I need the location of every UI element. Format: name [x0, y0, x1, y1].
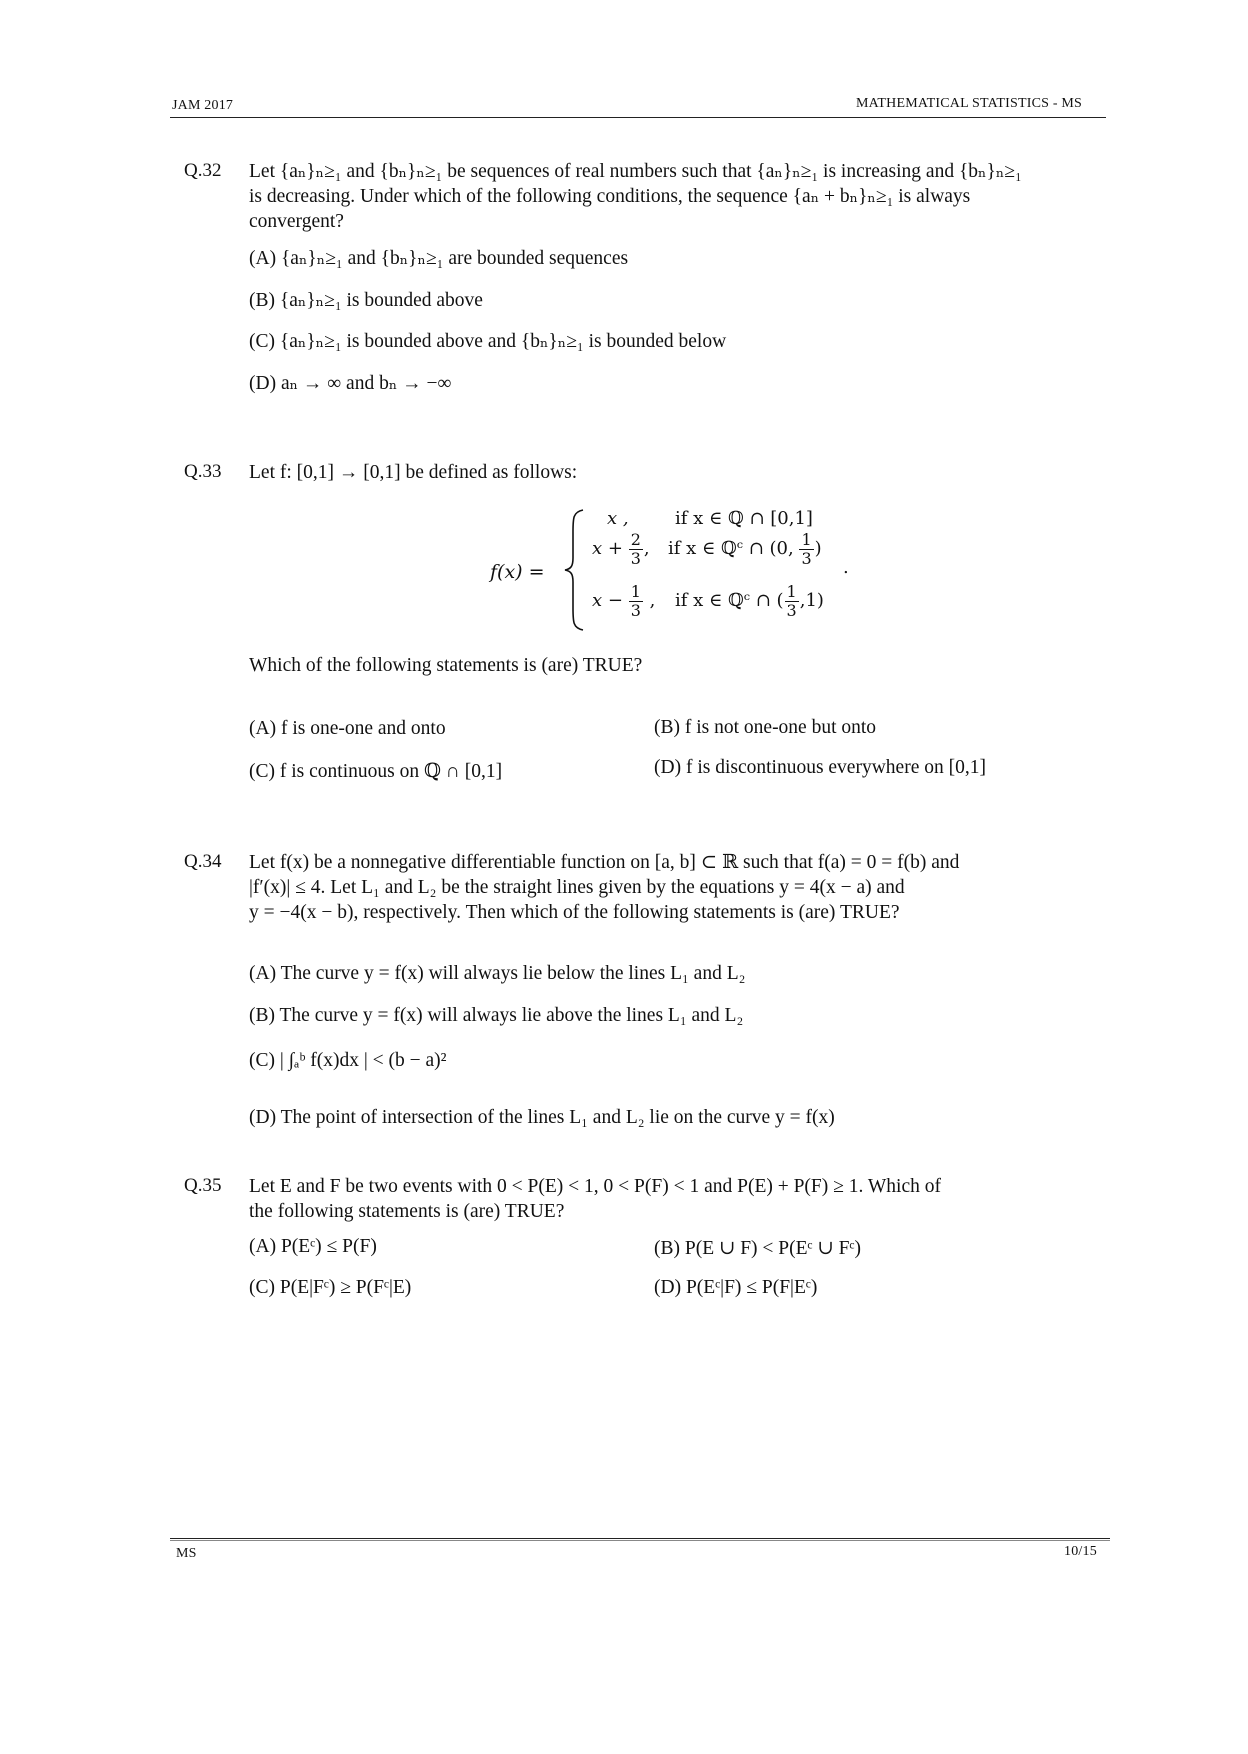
question-prompt: Which of the following statements is (are) TRUE?: [249, 655, 643, 676]
header-rule: [170, 117, 1106, 118]
question-text-line: y = −4(x − b), respectively. Then which of the following statements is (are) TRUE?: [249, 902, 900, 923]
option-c: (C) P(E|Fᶜ) ≥ P(Fᶜ|E): [249, 1277, 412, 1298]
option-d: (D) P(Eᶜ|F) ≤ P(F|Eᶜ): [654, 1277, 818, 1298]
option-c: (C) f is continuous on ℚ ∩ [0,1]: [249, 761, 503, 782]
left-brace-icon: [563, 508, 587, 632]
case-3-expression: x − $\frac{1}{3}$ ,: [592, 582, 656, 620]
question-intro: Let f: [0,1] → [0,1] be defined as follows:: [249, 462, 578, 483]
question-text-line: the following statements is (are) TRUE?: [249, 1201, 565, 1222]
question-text-line: Let f(x) be a nonnegative differentiable function on [a, b] ⊂ ℝ such that f(a) = 0 = f(b) and: [249, 852, 960, 873]
option-d: (D) The point of intersection of the lines L₁ and L₂ lie on the curve y = f(x): [249, 1107, 835, 1128]
option-a: (A) P(Eᶜ) ≤ P(F): [249, 1236, 377, 1257]
footer-rule: [170, 1538, 1110, 1539]
option-b: (B) f is not one-one but onto: [654, 717, 877, 738]
fraction-denominator: 3: [801, 549, 812, 568]
case-2-condition: if x ∈ ℚᶜ ∩ (0, $\frac{1}{3}$ ): [668, 530, 822, 568]
question-number: Q.34: [184, 851, 222, 872]
header-subject: MATHEMATICAL STATISTICS - MS: [856, 96, 1083, 111]
question-number: Q.32: [184, 160, 222, 181]
question-text-line: is decreasing. Under which of the following conditions, the sequence {aₙ + bₙ}ₙ≥₁ is always: [249, 186, 971, 207]
fraction-numerator: 2: [630, 530, 641, 549]
case-2-prefix: x +: [592, 537, 623, 559]
case-3-prefix: x −: [592, 589, 623, 611]
period-mark: .: [843, 557, 849, 578]
fraction-denominator: 3: [630, 601, 641, 620]
fraction: [629, 583, 643, 620]
question-text-line: |f′(x)| ≤ 4. Let L₁ and L₂ be the straight lines given by the equations y = 4(x − a) and: [249, 877, 905, 898]
option-c: (C) {aₙ}ₙ≥₁ is bounded above and {bₙ}ₙ≥₁ is bounded below: [249, 331, 727, 352]
question-number: Q.35: [184, 1175, 222, 1196]
page-number: 10/15: [1064, 1544, 1097, 1559]
fraction: [629, 531, 643, 568]
fraction-numerator: 1: [801, 530, 812, 549]
function-lhs: f(x) =: [490, 561, 545, 583]
question-number: Q.33: [184, 461, 222, 482]
case-3-condition-suffix: ,1): [799, 589, 824, 611]
footer-rule-shadow: [170, 1540, 1110, 1541]
case-1-condition: if x ∈ ℚ ∩ [0,1]: [675, 508, 813, 529]
option-a: (A) {aₙ}ₙ≥₁ and {bₙ}ₙ≥₁ are bounded sequences: [249, 248, 629, 269]
fraction-numerator: 1: [786, 582, 797, 601]
fraction-denominator: 3: [786, 601, 797, 620]
header-exam-name: JAM 2017: [172, 98, 234, 113]
question-text-line: Let {aₙ}ₙ≥₁ and {bₙ}ₙ≥₁ be sequences of real numbers such that {aₙ}ₙ≥₁ is increasing and {bₙ}ₙ≥₁: [249, 161, 1022, 182]
option-d: (D) aₙ → ∞ and bₙ → −∞: [249, 373, 452, 394]
question-text-line: Let E and F be two events with 0 < P(E) < 1, 0 < P(F) < 1 and P(E) + P(F) ≥ 1. Which of: [249, 1176, 941, 1197]
option-a: (A) The curve y = f(x) will always lie below the lines L₁ and L₂: [249, 963, 746, 984]
fraction: [799, 531, 813, 568]
option-b: (B) P(E ∪ F) < P(Eᶜ ∪ Fᶜ): [654, 1238, 861, 1259]
case-3-condition: [675, 583, 824, 620]
option-d: (D) f is discontinuous everywhere on [0,1]: [654, 757, 986, 778]
case-2-expression: x + $\frac{2}{3}$ ,: [592, 530, 650, 568]
option-c: (C) | ∫ₐᵇ f(x)dx | < (b − a)²: [249, 1050, 447, 1071]
fraction-numerator: 1: [630, 582, 641, 601]
case-1-expression: x ,: [607, 508, 629, 529]
fraction-denominator: 3: [630, 549, 641, 568]
fraction: [785, 583, 799, 620]
question-text-line: convergent?: [249, 211, 344, 232]
case-2-condition-prefix: if x ∈ ℚᶜ ∩ (0,: [668, 537, 794, 559]
option-a: (A) f is one-one and onto: [249, 718, 446, 739]
option-b: (B) The curve y = f(x) will always lie above the lines L₁ and L₂: [249, 1005, 744, 1026]
case-3-condition-prefix: if x ∈ ℚᶜ ∩ (: [675, 589, 784, 611]
footer-subject-code: MS: [176, 1546, 197, 1561]
option-b: (B) {aₙ}ₙ≥₁ is bounded above: [249, 290, 483, 311]
